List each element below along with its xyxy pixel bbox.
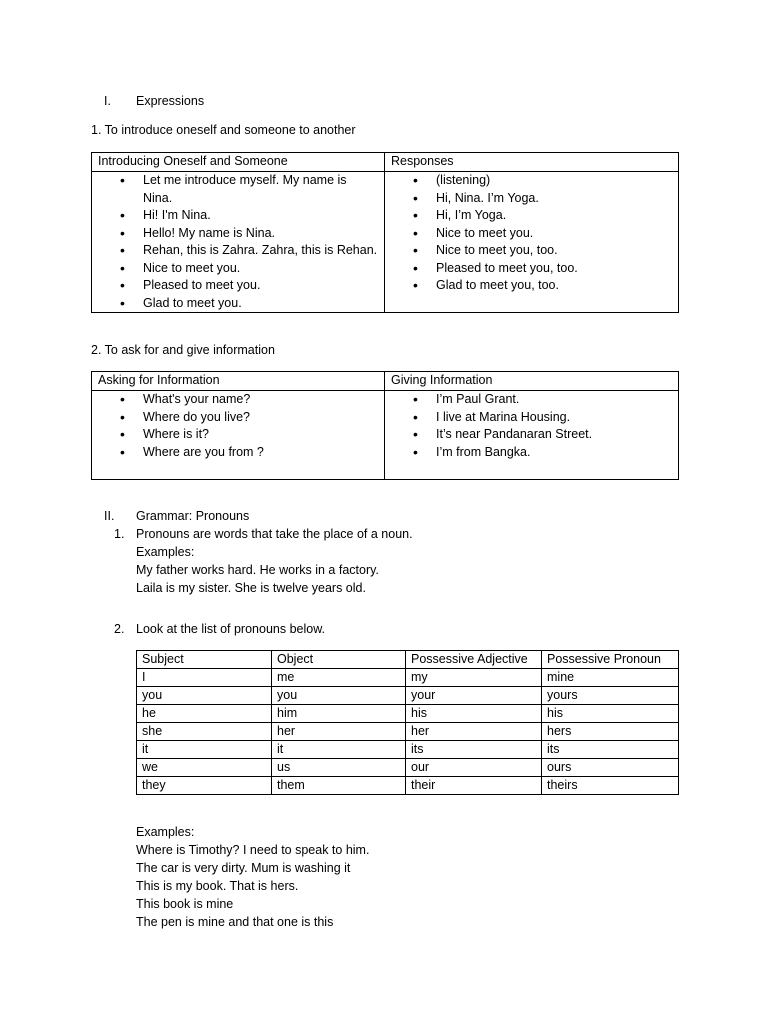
list-item: • Pleased to meet you, too. [391, 260, 672, 278]
table-cell: he [137, 705, 272, 723]
table-cell: yours [542, 687, 679, 705]
table-row [137, 759, 679, 777]
list-item: • (listening) [391, 172, 672, 190]
list-item: • Nice to meet you. [98, 260, 378, 278]
item-1-line: Pronouns are words that take the place of a noun. [136, 527, 413, 541]
table-cell: it [272, 741, 406, 759]
subsection-1-title: 1. To introduce oneself and someone to another [91, 123, 356, 137]
example-line: The car is very dirty. Mum is washing it [136, 861, 351, 875]
information-table [91, 371, 679, 480]
table-cell: theirs [542, 777, 679, 795]
header-cell: Subject [137, 651, 272, 669]
table-cell: his [542, 705, 679, 723]
item-1-number: 1. [114, 527, 125, 541]
subsection-2-title: 2. To ask for and give information [91, 343, 275, 357]
table-row [137, 687, 679, 705]
table2-left-cell [92, 391, 385, 480]
table-header-row [137, 651, 679, 669]
table-cell: their [406, 777, 542, 795]
item-1-line: Examples: [136, 545, 195, 559]
example-line: Where is Timothy? I need to speak to him. [136, 843, 370, 857]
item-1-line: My father works hard. He works in a factory. [136, 563, 379, 577]
example-line: This book is mine [136, 897, 234, 911]
table-cell: ours [542, 759, 679, 777]
header-cell: Possessive Adjective [406, 651, 542, 669]
table-cell: his [406, 705, 542, 723]
table-cell: my [406, 669, 542, 687]
table-cell: it [137, 741, 272, 759]
table-cell: them [272, 777, 406, 795]
table-row [137, 777, 679, 795]
table-cell: mine [542, 669, 679, 687]
table1-right-cell [385, 172, 679, 313]
list-item: • What's your name? [98, 391, 378, 409]
table-cell: its [542, 741, 679, 759]
pronoun-table [136, 650, 679, 795]
table1-header-right: Responses [385, 153, 679, 172]
table-row [137, 741, 679, 759]
list-item: • Nice to meet you. [391, 225, 672, 243]
table1-left-cell [92, 172, 385, 313]
list-item: • I live at Marina Housing. [391, 409, 672, 427]
table-cell: our [406, 759, 542, 777]
table-cell: your [406, 687, 542, 705]
item-1-text [136, 526, 413, 598]
table-cell: me [272, 669, 406, 687]
list-item: • Rehan, this is Zahra. Zahra, this is Rehan. [98, 242, 378, 260]
list-item: • Glad to meet you, too. [391, 277, 672, 295]
table2-right-cell [385, 391, 679, 480]
table1-header-left: Introducing Oneself and Someone [92, 153, 385, 172]
section-2-numeral: II. [104, 509, 115, 523]
list-item: • Hello! My name is Nina. [98, 225, 378, 243]
table-cell: you [137, 687, 272, 705]
table-cell: she [137, 723, 272, 741]
item-2-number: 2. [114, 622, 125, 636]
list-item: • Where is it? [98, 426, 378, 444]
list-item: • I’m Paul Grant. [391, 391, 672, 409]
list-item: • Where do you live? [98, 409, 378, 427]
table-row [137, 705, 679, 723]
table-cell: its [406, 741, 542, 759]
list-item: • Nice to meet you, too. [391, 242, 672, 260]
examples-block [136, 824, 369, 932]
section-1-title: Expressions [136, 94, 205, 108]
table-cell: her [406, 723, 542, 741]
table-cell: him [272, 705, 406, 723]
table2-header-right: Giving Information [385, 372, 679, 391]
list-item: • I’m from Bangka. [391, 444, 672, 462]
example-line: The pen is mine and that one is this [136, 915, 334, 929]
table-cell: we [137, 759, 272, 777]
examples-label: Examples: [136, 825, 195, 839]
table-cell: I [137, 669, 272, 687]
list-item: • Let me introduce myself. My name is Nina. [98, 172, 378, 207]
table-cell: her [272, 723, 406, 741]
example-line: This is my book. That is hers. [136, 879, 299, 893]
table-cell: you [272, 687, 406, 705]
item-1-line: Laila is my sister. She is twelve years old. [136, 581, 366, 595]
list-item: • Hi! I'm Nina. [98, 207, 378, 225]
header-cell: Object [272, 651, 406, 669]
header-cell: Possessive Pronoun [542, 651, 679, 669]
table-cell: they [137, 777, 272, 795]
list-item: • Hi, I’m Yoga. [391, 207, 672, 225]
table2-header-left: Asking for Information [92, 372, 385, 391]
table-cell: hers [542, 723, 679, 741]
list-item: • Hi, Nina. I’m Yoga. [391, 190, 672, 208]
section-2-title: Grammar: Pronouns [136, 509, 250, 523]
section-1-numeral: I. [104, 94, 111, 108]
list-item: • Pleased to meet you. [98, 277, 378, 295]
table-cell: us [272, 759, 406, 777]
table-row [137, 723, 679, 741]
item-2-text: Look at the list of pronouns below. [136, 622, 326, 636]
introductions-table [91, 152, 679, 313]
list-item: • It’s near Pandanaran Street. [391, 426, 672, 444]
table-row [137, 669, 679, 687]
list-item: • Glad to meet you. [98, 295, 378, 313]
list-item: • Where are you from ? [98, 444, 378, 462]
